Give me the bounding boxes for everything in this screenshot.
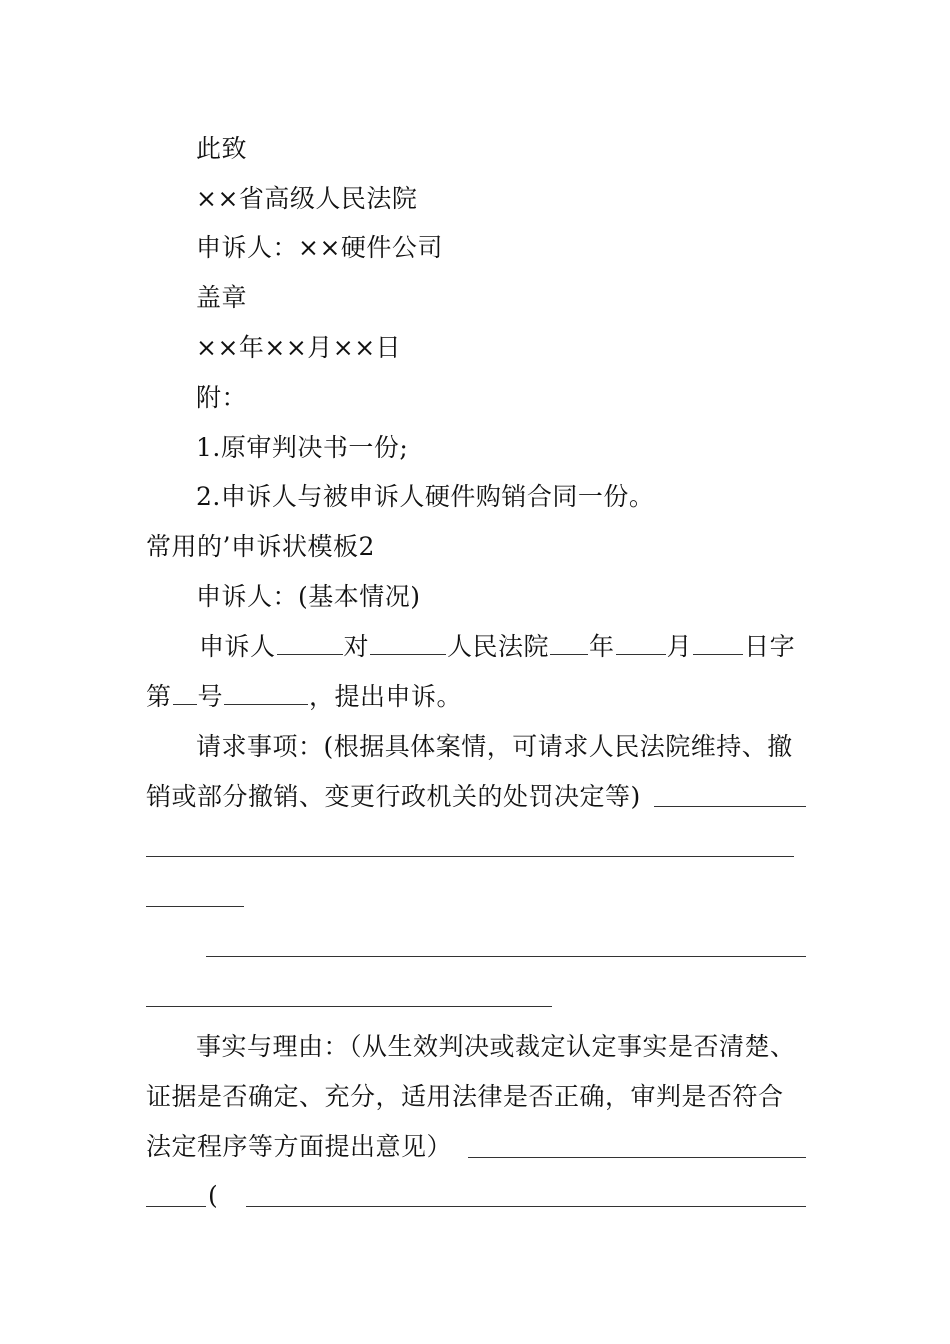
appellant-signature: 申诉人：××硬件公司 — [196, 233, 443, 262]
blank-appellant[interactable] — [277, 632, 343, 655]
requests-blank-2[interactable] — [146, 856, 794, 857]
blank-day[interactable] — [693, 632, 743, 655]
statement-text: 对 — [343, 632, 370, 661]
blank-year[interactable] — [550, 632, 588, 655]
statement-text: 号 — [197, 682, 224, 711]
requests-line-1: 请求事项：(根据具体案情，可请求人民法院维持、撤 — [196, 732, 793, 761]
attachment-item-2: 2.申诉人与被申诉人硬件购销合同一份。 — [196, 482, 655, 511]
requests-blank-4[interactable] — [206, 956, 806, 957]
appellant-line: 申诉人：(基本情况) — [196, 582, 421, 611]
section-heading: 常用的’申诉状模板2 — [146, 532, 375, 561]
facts-blank-1[interactable] — [468, 1157, 806, 1158]
attachments-label: 附： — [196, 383, 248, 412]
court-name: ××省高级人民法院 — [196, 184, 418, 213]
facts-line-2: 证据是否确定、充分，适用法律是否正确，审判是否符合 — [146, 1082, 784, 1111]
facts-blank-3[interactable] — [246, 1206, 806, 1207]
statement-text: 申诉人 — [199, 632, 276, 661]
blank-case-word[interactable] — [173, 682, 197, 705]
statement-text: 月 — [666, 632, 693, 661]
blank-court[interactable] — [370, 632, 446, 655]
blank-month[interactable] — [616, 632, 666, 655]
attachment-item-1: 1.原审判决书一份; — [196, 433, 409, 462]
facts-line-3: 法定程序等方面提出意见） — [146, 1132, 453, 1161]
seal-note: 盖章 — [196, 283, 248, 312]
statement-text: 第 — [146, 682, 172, 711]
statement-text: ，提出申诉。 — [309, 682, 463, 711]
statement-line-1 — [199, 632, 795, 662]
facts-line-1: 事实与理由：（从生效判决或裁定认定事实是否清楚、 — [196, 1032, 796, 1061]
statement-text: 日字 — [744, 632, 796, 661]
salutation: 此致 — [196, 134, 248, 163]
statement-text: 人民法院 — [447, 632, 550, 661]
requests-line-2: 销或部分撤销、变更行政机关的处罚决定等) — [146, 782, 641, 811]
blank-case-number[interactable] — [224, 682, 308, 705]
statement-line-2 — [146, 682, 462, 712]
requests-blank-3[interactable] — [146, 906, 244, 907]
facts-paren: ( — [208, 1181, 219, 1210]
signature-date: ××年××月××日 — [196, 333, 402, 362]
facts-blank-2[interactable] — [146, 1206, 206, 1207]
requests-blank-1[interactable] — [654, 806, 806, 807]
statement-text: 年 — [589, 632, 615, 661]
requests-blank-5[interactable] — [146, 1006, 552, 1007]
